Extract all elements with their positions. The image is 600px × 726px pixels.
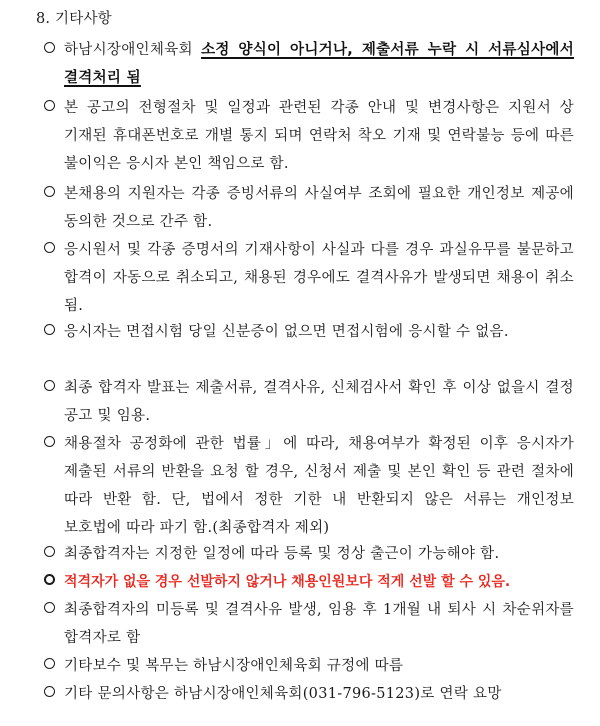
- list-item-text: 채용절차 공정화에 관한 법률」에 따라, 채용여부가 확정된 이후 응시자가 제출된 서류의 반환을 요청 할 경우, 신청서 제출 및 본인 확인 등 관련 절차에 따라 반환 함. 단, 법에서 정한 기한 내 반환되지 않은 서류는 개인정보 보호법에 따라 파기 함.(최종합격자 제외): [64, 436, 574, 536]
- item-prefix: 하남시장애인체육회: [64, 42, 202, 58]
- circle-bullet-icon: [44, 42, 55, 53]
- circle-bullet-icon: [44, 324, 55, 335]
- list-item: [44, 94, 574, 178]
- list-item-text: [64, 36, 574, 92]
- list-item: [44, 374, 574, 430]
- list-item: [44, 36, 574, 92]
- alert-text: 적격자가 없을 경우 선발하지 않거나 채용인원보다 적게 선발 할 수 있음.: [64, 574, 511, 590]
- list-item-text: 기타보수 및 복무는 하남시장애인체육회 규정에 따름: [64, 658, 404, 674]
- list-item: [44, 596, 574, 652]
- list-item-text: 최종 합격자 발표는 제출서류, 결격사유, 신체검사서 확인 후 이상 없을시 결정 공고 및 임용.: [64, 380, 574, 424]
- circle-bullet-icon: [44, 436, 55, 447]
- circle-bullet-icon: [44, 602, 55, 613]
- list-item-text: 최종합격자는 지정한 일정에 따라 등록 및 정상 출근이 가능해야 함.: [64, 546, 500, 562]
- list-item-alert: [44, 568, 574, 596]
- circle-bullet-icon: [44, 686, 55, 697]
- list-item: [44, 540, 574, 568]
- circle-bullet-icon: [44, 242, 55, 253]
- circle-bullet-icon: [44, 574, 55, 585]
- circle-bullet-icon: [44, 546, 55, 557]
- section-title: 8. 기타사항: [36, 11, 112, 27]
- list-item-text: 응시원서 및 각종 증명서의 기재사항이 사실과 다를 경우 과실유무를 불문하고 합격이 자동으로 취소되고, 채용된 경우에도 결격사유가 발생되면 채용이 취소 됨.: [64, 242, 574, 314]
- circle-bullet-icon: [44, 380, 55, 391]
- circle-bullet-icon: [44, 186, 55, 197]
- list-item-text: [64, 568, 574, 596]
- list-item: [44, 236, 574, 320]
- list-item: [44, 318, 574, 346]
- circle-bullet-icon: [44, 658, 55, 669]
- circle-bullet-icon: [44, 100, 55, 111]
- list-item: [44, 680, 574, 708]
- list-item-text: 응시자는 면접시험 당일 신분증이 없으면 면접시험에 응시할 수 없음.: [64, 324, 509, 340]
- list-item-text: 본채용의 지원자는 각종 증빙서류의 사실여부 조회에 필요한 개인정보 제공에 동의한 것으로 간주 함.: [64, 186, 574, 230]
- list-item: [44, 652, 574, 680]
- emphasis-text: 소정 양식이 아니거나, 제출서류 누락 시 서류심사에서 결격처리 됨: [64, 42, 575, 86]
- list-item-text: 기타 문의사항은 하남시장애인체육회(031-796-5123)로 연락 요망: [64, 686, 502, 702]
- list-item-text: 본 공고의 전형절차 및 일정과 관련된 각종 안내 및 변경사항은 지원서 상 기재된 휴대폰번호로 개별 통지 되며 연락처 착오 기재 및 연락불능 등에 따른 불이익은 응시자 본인 책임으로 함.: [64, 100, 574, 172]
- list-item-text: 최종합격자의 미등록 및 결격사유 발생, 임용 후 1개월 내 퇴사 시 차순위자를 합격자로 함: [64, 602, 574, 646]
- list-item: [44, 180, 574, 236]
- list-item: [44, 430, 574, 542]
